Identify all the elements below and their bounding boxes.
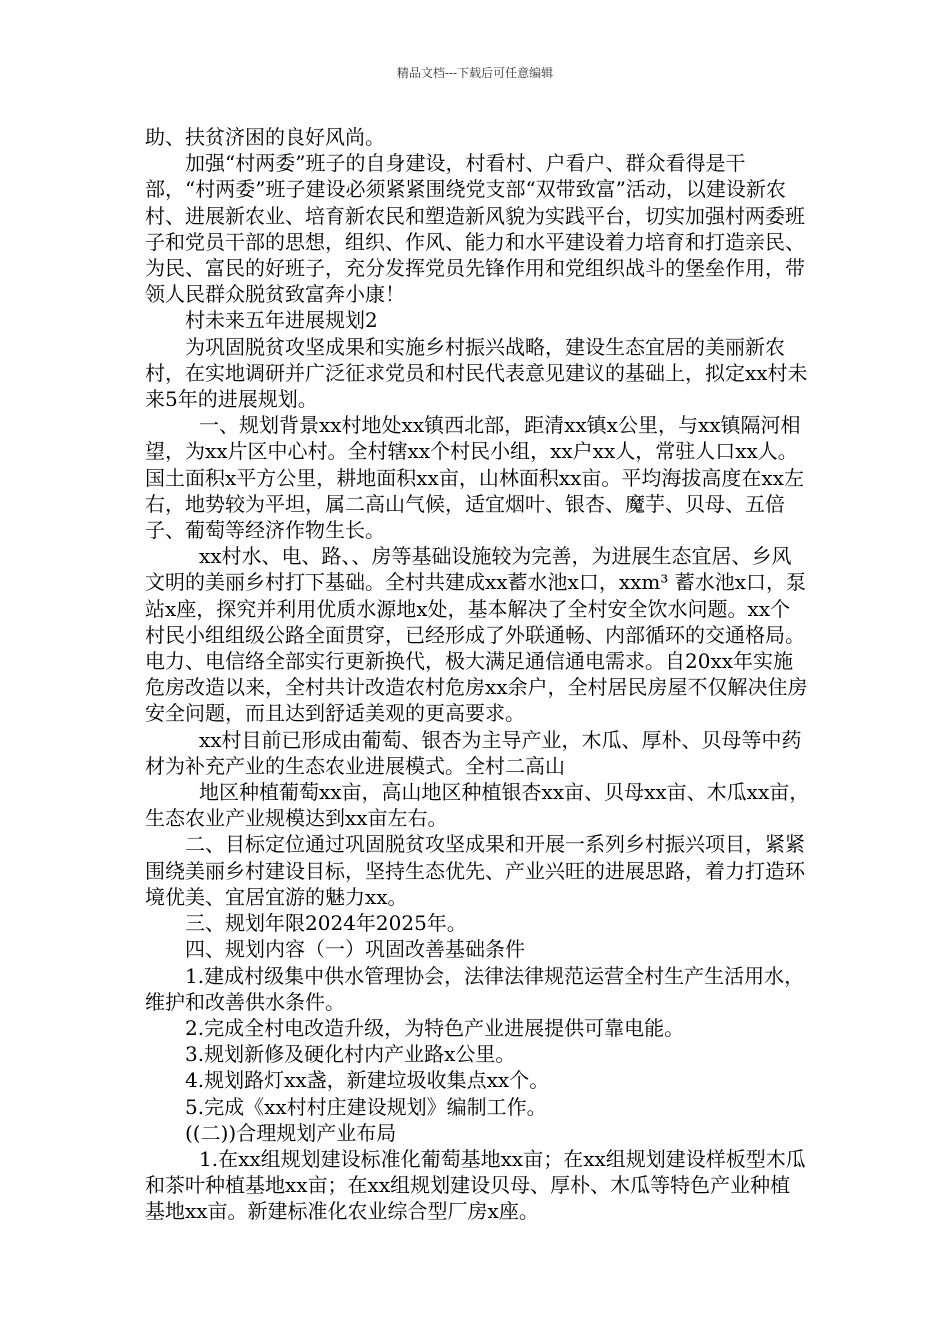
paragraph-continuation: 助、扶贫济困的良好风尚。 bbox=[145, 125, 385, 149]
paragraph-content-heading: 四、规划内容（一）巩固改善基础条件 bbox=[185, 937, 525, 962]
section-title: 村未来五年进展规划2 bbox=[185, 308, 378, 333]
page-header: 精品文档---下载后可任意编辑 bbox=[396, 66, 554, 80]
list-item-water-supply: 1.建成村级集中供水管理协会，法律法律规范运营全村生产生活用水，维护和改善供水条件。 bbox=[145, 963, 805, 1014]
list-item-plan: 5.完成《xx村村庄建设规划》编制工作。 bbox=[185, 1094, 547, 1119]
subsection-industry-layout: ((二))合理规划产业布局 bbox=[185, 1120, 397, 1145]
paragraph-goals: 二、目标定位通过巩固脱贫攻坚成果和开展一系列乡村振兴项目，紧紧围绕美丽乡村建设目标，坚持生态优先、产业兴旺的进展思路，着力打造环境优美、宜居宜游的魅力xx。 bbox=[145, 832, 805, 909]
paragraph-village-committee: 加强“村两委”班子的自身建设，村看村、户看户、群众看得是干部，“村两委”班子建设必须紧紧围绕党支部“双带致富”活动，以建设新农村、进展新农业、培育新农民和塑造新风貌为实践平台，切实加强村两委班子和党员干部的思想，组织、作风、能力和水平建设着力培育和打造亲民、为民、富民的好班子，充分发挥党员先锋作用和党组织战斗的堡垒作用，带领人民群众脱贫致富奔小康！ bbox=[145, 151, 805, 307]
list-item-electricity: 2.完成全村电改造升级，为特色产业进展提供可靠电能。 bbox=[185, 1015, 685, 1040]
paragraph-intro: 为巩固脱贫攻坚成果和实施乡村振兴战略，建设生态宜居的美丽新农村，在实地调研并广泛征求党员和村民代表意见建议的基础上，拟定xx村未来5年的进展规划。 bbox=[145, 334, 808, 412]
list-item-bases: 1.在xx组规划建设标准化葡萄基地xx亩；在xx组规划建设样板型木瓜和茶叶种植基地xx亩；在xx组规划建设贝母、厚朴、木瓜等特色产业种植基地xx亩。新建标准化农业综合型厂房x座。 bbox=[145, 1146, 806, 1224]
paragraph-infrastructure: xx村水、电、路、、房等基础设施较为完善，为进展生态宜居、乡风文明的美丽乡村打下基础。全村共建成xx蓄水池x口，xxm³ 蓄水池x口，泵站x座，探究并利用优质水源地x处，基本解决了全村安全饮水问题。xx个村民小组组级公路全面贯穿，已经形成了外联通畅、内部循环的交通格局。电力、电信络全部实行更新换代，极大满足通信通电需求。自20xx年实施危房改造以来，全村共计改造农村危房xx余户，全村居民房屋不仅解决住房安全问题，而且达到舒适美观的更高要求。 bbox=[145, 544, 808, 726]
paragraph-period: 三、规划年限2024年2025年。 bbox=[185, 911, 467, 936]
paragraph-industry: xx村目前已形成由葡萄、银杏为主导产业，木瓜、厚朴、贝母等中药材为补充产业的生态农业进展模式。全村二高山 bbox=[145, 727, 802, 778]
document-body bbox=[145, 124, 810, 1225]
list-item-roads: 3.规划新修及硬化村内产业路x公里。 bbox=[185, 1042, 516, 1067]
paragraph-industry-continued: 地区种植葡萄xx亩，高山地区种植银杏xx亩、贝母xx亩、木瓜xx亩，生态农业产业规模达到xx亩左右。 bbox=[145, 780, 810, 831]
list-item-lights: 4.规划路灯xx盏，新建垃圾收集点xx个。 bbox=[185, 1068, 550, 1093]
paragraph-background: 一、规划背景xx村地处xx镇西北部，距清xx镇x公里，与xx镇隔河相望，为xx片区中心村。全村辖xx个村民小组，xx户xx人，常驻人口xx人。国土面积x平方公里，耕地面积xx亩，山林面积xx亩。平均海拔高度在xx左右，地势较为平坦，属二高山气候，适宜烟叶、银杏、魔芋、贝母、五倍子、葡萄等经济作物生长。 bbox=[145, 413, 804, 543]
